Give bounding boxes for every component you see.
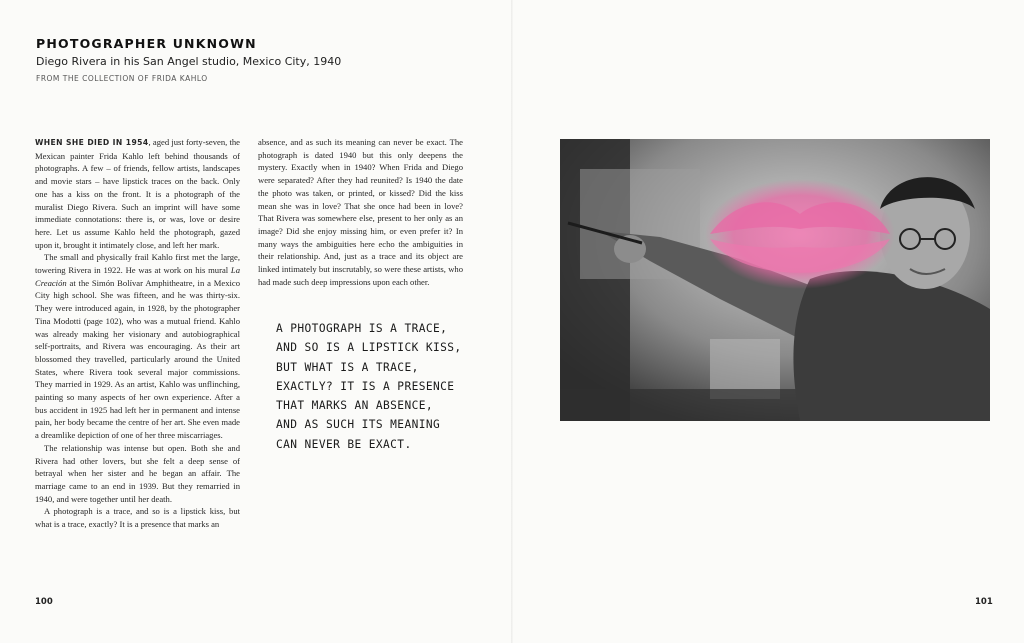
paragraph-text: The small and physically frail Kahlo first met the large, towering Rivera in 1922. He was at work on his mural bbox=[35, 252, 240, 276]
page-number-right: 101 bbox=[975, 597, 993, 607]
pull-quote-line: CAN NEVER BE EXACT. bbox=[276, 437, 412, 451]
photo-illustration bbox=[560, 139, 990, 421]
paragraph: A photograph is a trace, and so is a lipstick kiss, but what is a trace, exactly? It is a presence that marks an bbox=[35, 506, 240, 530]
pull-quote bbox=[276, 319, 476, 454]
lipstick-kiss bbox=[705, 179, 895, 289]
text-column-right bbox=[258, 136, 463, 288]
page-number-left: 100 bbox=[35, 597, 53, 607]
collection-credit: FROM THE COLLECTION OF FRIDA KAHLO bbox=[36, 74, 208, 83]
paragraph: absence, and as such its meaning can never be exact. The photograph is dated 1940 but this only deepens the mystery. Exactly when in 1940? When Frida and Diego were separated? After they had reunited? Is 1940 the date the photo was taken, or printed, or kissed? Did the kiss mean she was in love? That she once had been in love? That Rivera was somewhere else, present to her only as an image? Did she enjoy missing him, or even prefer it? In many ways the ambiguities here echo the ambiguities in their relationship. And, just as a trace and its object are linked intimately but inscrutably, so were these artists, who had made such deep impressions upon each other. bbox=[258, 137, 463, 287]
pull-quote-line: BUT WHAT IS A TRACE, bbox=[276, 360, 419, 374]
paragraph bbox=[35, 251, 240, 442]
page-gutter bbox=[511, 0, 513, 643]
paragraph: The relationship was intense but open. Both she and Rivera had other lovers, but she felt a deep sense of betrayal when her sister and he began an affair. The marriage came to an end in 1939. But they remarried in 1940, and were together until her death. bbox=[35, 442, 240, 504]
text-column-left bbox=[35, 136, 240, 531]
pull-quote-line: AND SO IS A LIPSTICK KISS, bbox=[276, 341, 462, 355]
pull-quote-line: EXACTLY? IT IS A PRESENCE bbox=[276, 379, 455, 393]
pull-quote-line: THAT MARKS AN ABSENCE, bbox=[276, 399, 433, 413]
lead-in: WHEN SHE DIED IN 1954 bbox=[35, 138, 149, 147]
paragraph-text: , aged just forty-seven, the Mexican painter Frida Kahlo left behind thousands of photographs. A few – of friends, fellow artists, landscapes and movie stars – have lipstick traces on the back. Only one has a kiss on the front. It is a photograph of the muralist Diego Rivera. Such an imprint will have some immediate connotations: there is, or was, love or desire here. Let us assume Kahlo held the photograph, gazed upon it, brought it intimately close, and left her mark. bbox=[35, 137, 240, 250]
paragraph-text: at the Simón Bolívar Amphitheatre, in a Mexico City high school. She was fifteen, and he was thirty-six. They were introduced again, in 1928, by the photographer Tina Modotti (page 102), who was a mutual friend. Kahlo was already making her visionary and autobiographical self-portraits, and Rivera was encouraging. As their art blossomed they travelled, particularly around the United States, where Rivera took several major commissions. They married in 1929. As an artist, Kahlo was unflinching, painting so many aspects of her own experience. After a bus accident in 1925 had left her in permanent and intense pain, her body became the centre of her art. She even made a dreamlike depiction of one of her three miscarriages. bbox=[35, 277, 240, 441]
rivera-photograph bbox=[560, 139, 990, 421]
pull-quote-line: AND AS SUCH ITS MEANING bbox=[276, 418, 441, 432]
photographer-title: PHOTOGRAPHER UNKNOWN bbox=[36, 36, 257, 51]
photo-caption-header bbox=[36, 36, 476, 83]
paragraph bbox=[35, 136, 240, 251]
mural-title: La Creación bbox=[35, 265, 240, 288]
photo-subtitle: Diego Rivera in his San Angel studio, Mexico City, 1940 bbox=[36, 55, 342, 68]
pull-quote-line: A PHOTOGRAPH IS A TRACE, bbox=[276, 322, 448, 335]
